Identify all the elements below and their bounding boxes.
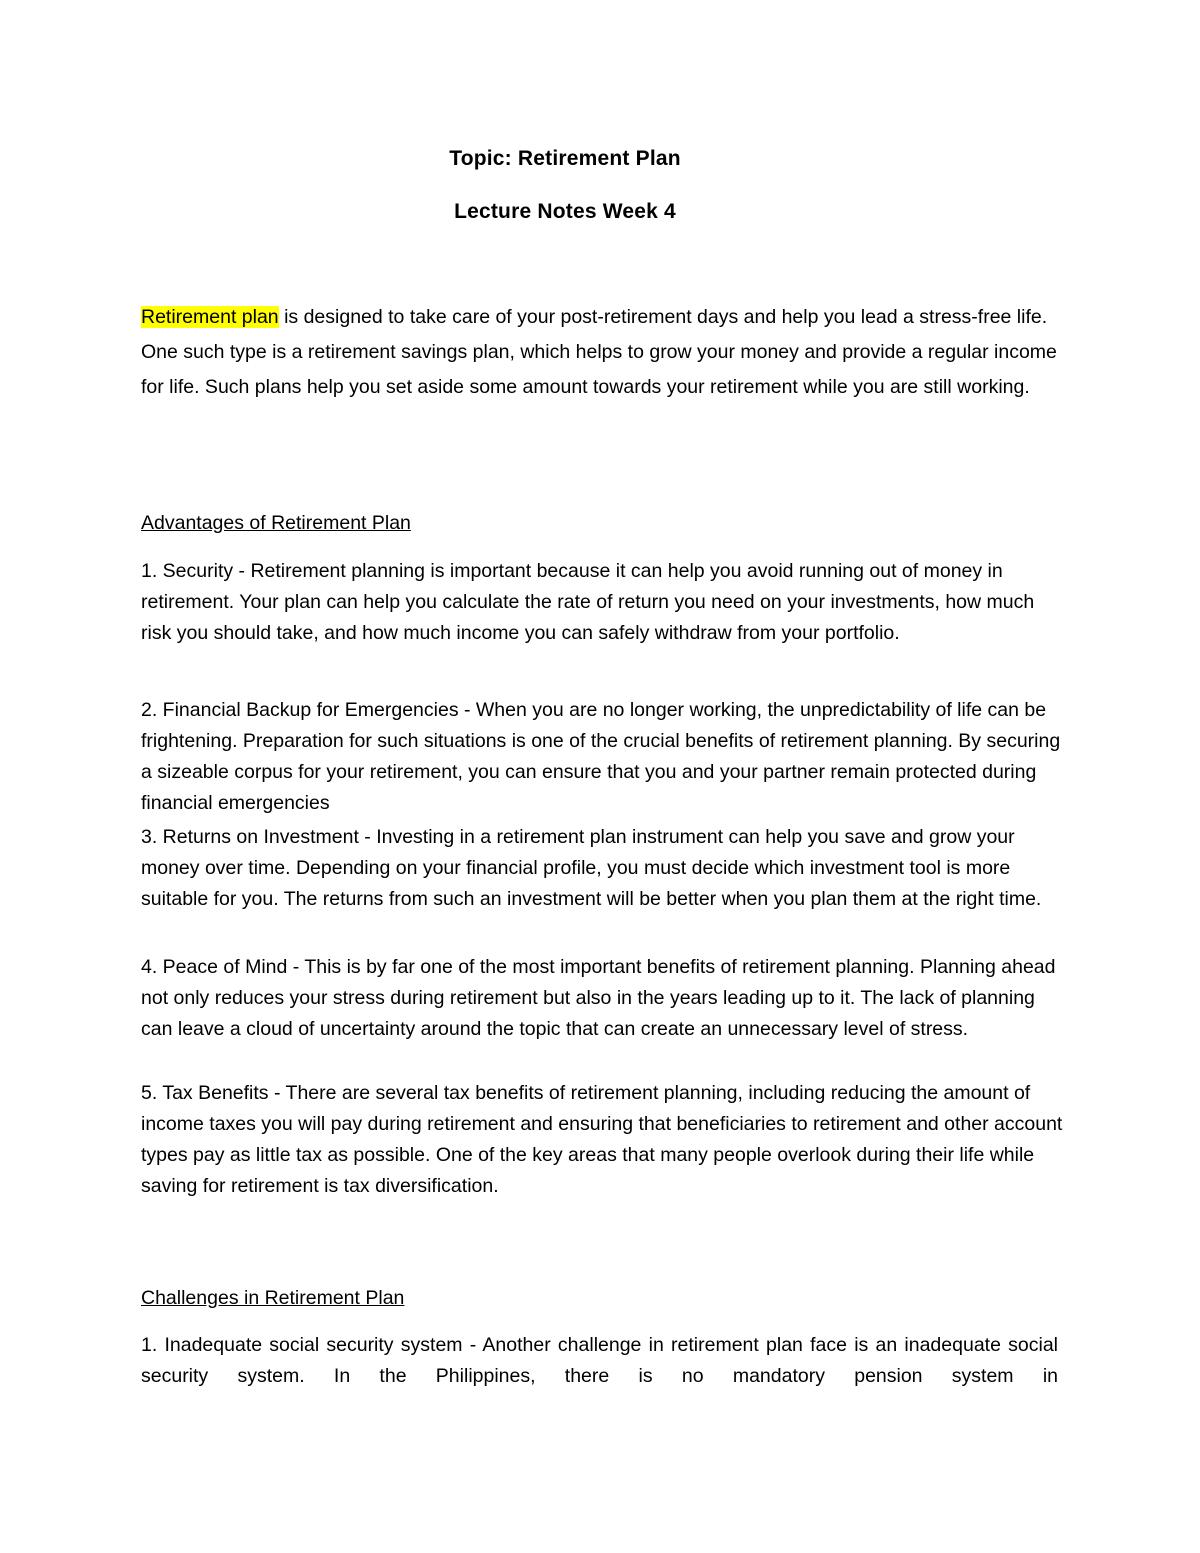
intro-paragraph — [141, 300, 1066, 405]
advantage-item-financial-backup — [141, 695, 1066, 819]
intro-text: is designed to take care of your post-retirement days and help you lead a stress-free life. One such type is a retirement savings plan, which helps to grow your money and provide a regular income for life. Such plans help you set aside some amount towards your retirement while you are still working. — [141, 306, 1057, 398]
advantage-text: 2. Financial Backup for Emergencies - When you are no longer working, the unpredictability of life can be frightening. Preparation for such situations is one of the crucial benefits of retirement planning. By securing a sizeable corpus for your retirement, you can ensure that you and your partner remain protected during financial emergencies — [141, 699, 1061, 814]
advantage-text: 3. Returns on Investment - Investing in a retirement plan instrument can help you save and grow your money over time. Depending on your financial profile, you must decide which investment tool is more suitable for you. The returns from such an investment will be better when you plan them at the right time. — [141, 826, 1042, 910]
advantage-text: 4. Peace of Mind - This is by far one of the most important benefits of retirement planning. Planning ahead not only reduces your stress during retirement but also in the years leading up to it. The lack of planning can leave a cloud of uncertainty around the topic that can create an unnecessary level of stress. — [141, 956, 1056, 1040]
advantage-text: 5. Tax Benefits - There are several tax benefits of retirement planning, including reducing the amount of income taxes you will pay during retirement and ensuring that beneficiaries to retirement and other account types pay as little tax as possible. One of the key areas that many people overlook during their life while saving for retirement is tax diversification. — [141, 1082, 1063, 1197]
challenge-item-social-security — [141, 1330, 1058, 1392]
challenges-heading: Challenges in Retirement Plan — [141, 1287, 405, 1309]
highlighted-term: Retirement plan — [141, 306, 279, 328]
document-title: Topic: Retirement Plan — [449, 147, 681, 170]
advantage-item-returns — [141, 822, 1066, 915]
advantage-item-security — [141, 556, 1066, 649]
advantages-heading: Advantages of Retirement Plan — [141, 512, 411, 534]
document-subtitle: Lecture Notes Week 4 — [454, 200, 676, 223]
advantage-item-tax-benefits — [141, 1078, 1066, 1202]
challenge-text: 1. Inadequate social security system - Another challenge in retirement plan face is an inadequate social security system. In the Philippines, there is no mandatory pension system in — [141, 1334, 1058, 1387]
advantage-text: 1. Security - Retirement planning is important because it can help you avoid running out of money in retirement. Your plan can help you calculate the rate of return you need on your investments, how much risk you should take, and how much income you can safely withdraw from your portfolio. — [141, 560, 1035, 644]
advantage-item-peace-of-mind — [141, 952, 1066, 1045]
